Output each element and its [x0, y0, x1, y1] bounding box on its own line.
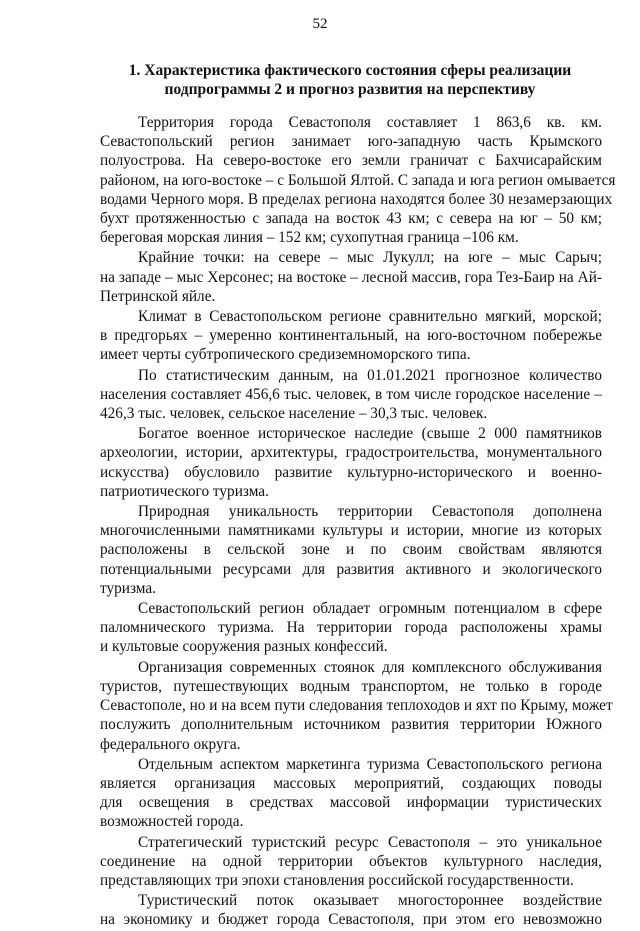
paragraph	[100, 424, 602, 501]
paragraph-line: паломнического туризма. На территории города расположены храмы	[100, 619, 602, 637]
paragraph-line: имеет черты субтропического средиземноморского типа.	[100, 346, 471, 364]
paragraph-line: Севастополе, но и на всем пути следования теплоходов и яхт по Крыму, может	[100, 697, 613, 715]
section-heading	[100, 61, 600, 99]
paragraph	[100, 113, 616, 247]
paragraph-line: соединение на одной территории объектов культурного наследия,	[100, 852, 602, 870]
paragraph-line: Севастопольский регион занимает юго-западную часть Крымского	[100, 133, 602, 151]
paragraph-line: туристов, путешествующих водным транспортом, не только в городе	[100, 677, 602, 695]
heading-line: подпрограммы 2 и прогноз развития на перспективу	[164, 81, 536, 98]
page-number: 52	[312, 16, 328, 32]
paragraph	[100, 658, 613, 754]
paragraph-line: археологии, истории, архитектуры, градостроительства, монументального	[100, 444, 602, 462]
paragraph-line: в предгорьях – умеренно континентальный, на юго-восточном побережье	[100, 327, 602, 345]
paragraph-line: патриотического туризма.	[100, 482, 269, 500]
paragraph-line: Туристический поток оказывает многостороннее воздействие	[138, 892, 602, 910]
paragraph-line: Севастопольский регион обладает огромным потенциалом в сфере	[138, 600, 602, 618]
paragraph	[100, 891, 602, 929]
paragraph-line: искусства) обусловило развитие культурно-исторического и военно-	[100, 463, 602, 481]
paragraph	[100, 833, 602, 891]
paragraph	[100, 755, 602, 832]
paragraph-line: потенциальными ресурсами для развития активного и экологического	[100, 560, 602, 578]
paragraph-line: многочисленными памятниками культуры и истории, многие из которых	[100, 522, 602, 540]
paragraph-line: расположены в сельской зоне и по своим свойствам являются	[100, 541, 602, 559]
paragraph-line: является организация массовых мероприятий, создающих поводы	[100, 774, 602, 792]
paragraph-line: По статистическим данным, на 01.01.2021 прогнозное количество	[138, 366, 602, 384]
paragraph-line: Природная уникальность территории Севастополя дополнена	[138, 503, 602, 521]
paragraph-line: 426,3 тыс. человек, сельское население – 30,3 тыс. человек.	[100, 405, 488, 423]
paragraph-line: на западе – мыс Херсонес; на востоке – лесной массив, гора Тез-Баир на Ай-	[100, 268, 602, 286]
paragraph	[100, 307, 602, 365]
paragraph-line: Организация современных стоянок для комплексного обслуживания	[138, 658, 602, 676]
paragraph-line: водами Черного моря. В пределах региона находятся более 30 незамерзающих	[100, 190, 613, 208]
paragraph-line: возможностей города.	[100, 813, 244, 831]
paragraph-line: полуострова. На северо-востоке его земли граничат с Бахчисарайским	[100, 152, 602, 170]
paragraph	[100, 502, 602, 598]
paragraph-line: Отдельным аспектом маркетинга туризма Севастопольского региона	[138, 755, 602, 773]
paragraph	[100, 599, 602, 657]
paragraph-line: туризма.	[100, 579, 156, 597]
paragraph-line: представляющих три эпохи становления российской государственности.	[100, 871, 574, 889]
paragraph-line: для освещения в средствах массовой информации туристических	[100, 794, 602, 812]
paragraph-line: Богатое военное историческое наследие (свыше 2 000 памятников	[138, 425, 602, 443]
paragraph-line: Климат в Севастопольском регионе сравнительно мягкий, морской;	[138, 308, 602, 326]
paragraph-line: Стратегический туристский ресурс Севастополя – это уникальное	[138, 833, 602, 851]
document-body	[100, 113, 616, 931]
paragraph-line: Территория города Севастополя составляет 1 863,6 кв. км.	[138, 114, 602, 131]
paragraph-line: населения составляет 456,6 тыс. человек, в том числе городское население –	[100, 385, 602, 403]
paragraph	[100, 248, 602, 306]
paragraph-line: послужить дополнительным источником развития территории Южного	[100, 716, 602, 734]
paragraph-line: Крайние точки: на севере – мыс Лукулл; на юге – мыс Сарыч;	[138, 249, 602, 267]
paragraph-line: береговая морская линия – 152 км; сухопутная граница –106 км.	[100, 229, 519, 247]
paragraph	[100, 366, 602, 424]
paragraph-line: бухт протяженностью с запада на восток 43 км; с севера на юг – 50 км;	[100, 210, 602, 228]
paragraph-line: и культовые сооружения разных конфессий.	[100, 638, 388, 656]
heading-line: 1. Характеристика фактического состояния сферы реализации	[128, 62, 572, 79]
paragraph-line: районом, на юго-востоке – с Большой Ялтой. С запада и юга регион омывается	[100, 171, 616, 189]
paragraph-line: федерального округа.	[100, 735, 241, 753]
paragraph-line: Петринской яйле.	[100, 287, 216, 305]
paragraph-line: на экономику и бюджет города Севастополя, при этом его невозможно	[100, 911, 602, 929]
